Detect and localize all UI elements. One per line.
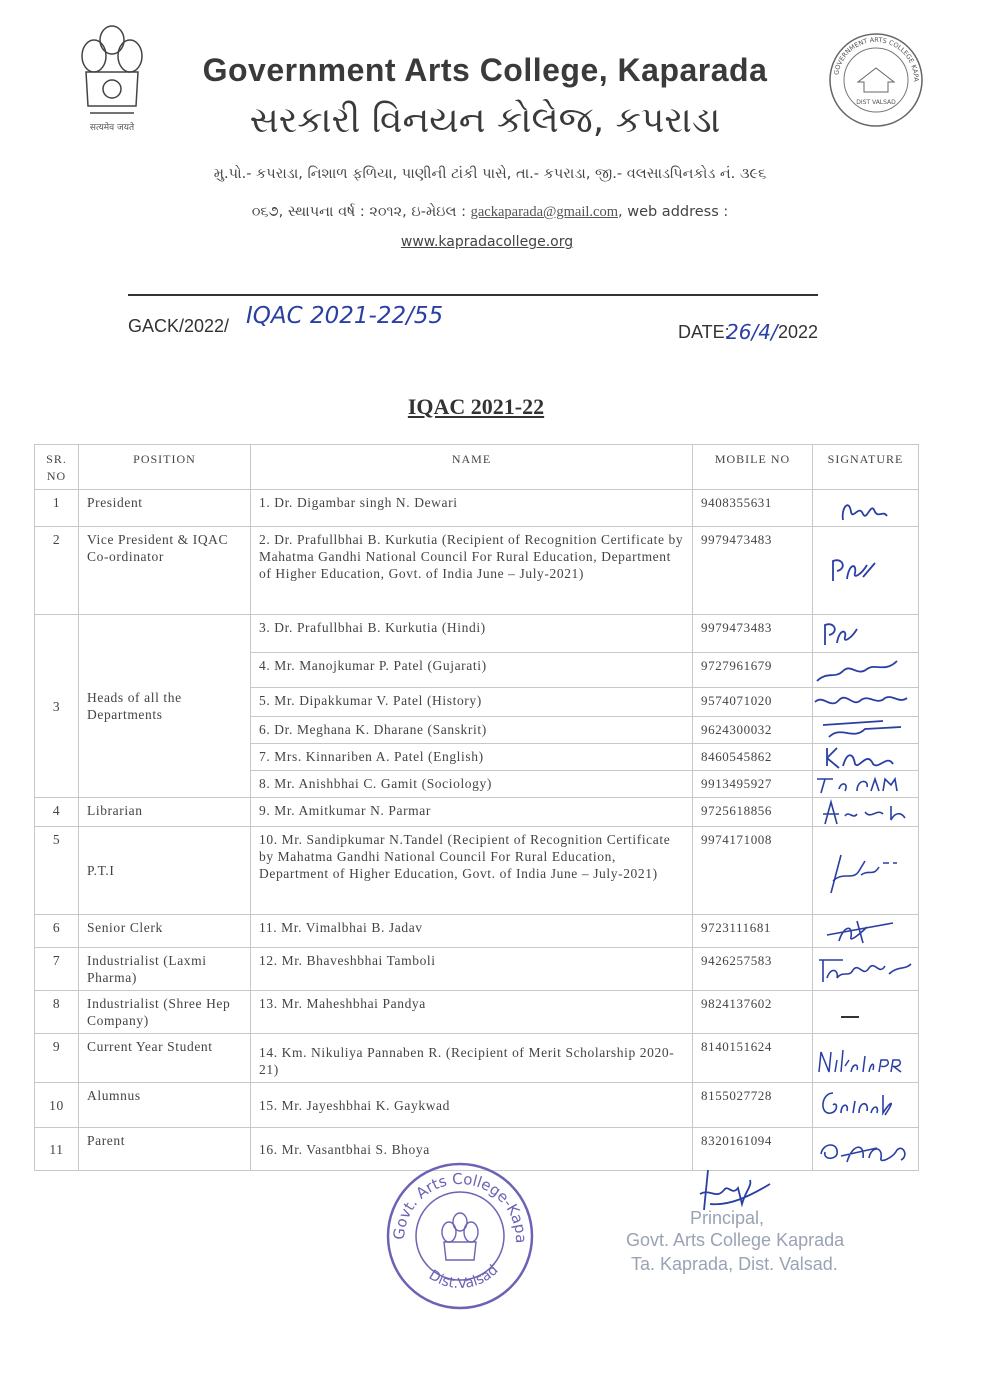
position-cell: Heads of all the Departments — [79, 615, 251, 798]
table-row — [35, 948, 919, 991]
mobile-cell: 9408355631 — [693, 490, 813, 527]
name-cell: 15. Mr. Jayeshbhai K. Gaykwad — [251, 1083, 693, 1128]
name-cell: 6. Dr. Meghana K. Dharane (Sanskrit) — [251, 717, 693, 744]
position-cell: Vice President & IQAC Co-ordinator — [79, 527, 251, 615]
name-cell: 13. Mr. Maheshbhai Pandya — [251, 991, 693, 1034]
position-cell: President — [79, 490, 251, 527]
handwritten-signature — [813, 841, 913, 901]
principal-place: Ta. Kaprada, Dist. Valsad. — [631, 1254, 838, 1274]
sr-cell: 5 — [35, 827, 79, 915]
principal-college: Govt. Arts College Kaprada — [626, 1230, 845, 1250]
principal-title: Principal, — [690, 1208, 765, 1228]
mobile-cell: 9723111681 — [693, 915, 813, 948]
emblem-caption: सत्यमेव जयते — [89, 123, 135, 133]
handwritten-signature — [813, 551, 913, 591]
position-cell: Senior Clerk — [79, 915, 251, 948]
college-name-english: Government Arts College, Kaparada — [202, 52, 768, 88]
handwritten-signature — [813, 688, 913, 716]
dash-mark — [813, 993, 913, 1031]
name-cell: 10. Mr. Sandipkumar N.Tandel (Recipient of Recognition Certificate by Mahatma Gandhi National Council For Rural Education, Department of Higher Education, Govt. of India June – July-2021) — [251, 827, 693, 915]
national-emblem-logo — [72, 18, 152, 136]
name-cell: 16. Mr. Vasantbhai S. Bhoya — [251, 1128, 693, 1171]
table-row — [35, 1034, 919, 1083]
sr-cell: 9 — [35, 1034, 79, 1083]
signature-cell — [813, 915, 919, 948]
mobile-cell: 9979473483 — [693, 615, 813, 653]
position-cell: Current Year Student — [79, 1034, 251, 1083]
college-official-stamp — [384, 1160, 536, 1312]
name-cell: 8. Mr. Anishbhai C. Gamit (Sociology) — [251, 771, 693, 798]
document-title: IQAC 2021-22 — [407, 394, 545, 419]
header-signature: SIGNATURE — [813, 445, 919, 490]
iqac-members-table — [34, 444, 919, 1171]
name-cell: 7. Mrs. Kinnariben A. Patel (English) — [251, 744, 693, 771]
sr-cell: 2 — [35, 527, 79, 615]
address-prefix: ૦૬૭, સ્થાપના વર્ષ : ૨૦૧૨, ઇ-મેઇલ : — [251, 204, 471, 220]
signature-cell — [813, 688, 919, 717]
header-divider — [128, 294, 818, 296]
name-cell: 11. Mr. Vimalbhai B. Jadav — [251, 915, 693, 948]
mobile-cell: 8320161094 — [693, 1128, 813, 1171]
table-row — [35, 827, 919, 915]
table-row — [35, 798, 919, 827]
signature-cell — [813, 991, 919, 1034]
handwritten-signature — [813, 717, 913, 743]
mobile-cell: 9824137602 — [693, 991, 813, 1034]
header-position: POSITION — [79, 445, 251, 490]
date-year: 2022 — [778, 322, 819, 342]
handwritten-signature — [813, 1083, 913, 1127]
handwritten-signature — [813, 490, 913, 526]
signature-cell — [813, 798, 919, 827]
handwritten-signature — [813, 771, 913, 797]
table-row — [35, 527, 919, 615]
name-cell: 14. Km. Nikuliya Pannaben R. (Recipient of Merit Scholarship 2020-21) — [251, 1034, 693, 1083]
svg-text:GOVERNMENT ARTS COLLEGE KAPARA — [826, 30, 920, 82]
sr-cell: 10 — [35, 1083, 79, 1128]
position-cell: Alumnus — [79, 1083, 251, 1128]
handwritten-signature — [813, 744, 913, 770]
website-link[interactable]: www.kapradacollege.org — [400, 234, 574, 250]
stamp-dist: Dist.Valsad — [425, 1262, 502, 1293]
name-cell: 4. Mr. Manojkumar P. Patel (Gujarati) — [251, 653, 693, 688]
sr-cell: 11 — [35, 1128, 79, 1171]
address-suffix: , web address : — [618, 204, 729, 220]
sr-cell: 4 — [35, 798, 79, 827]
reference-handwritten: IQAC 2021-22/55 — [246, 303, 444, 329]
header-sr-no: SR. NO — [35, 445, 79, 490]
name-cell: 1. Dr. Digambar singh N. Dewari — [251, 490, 693, 527]
handwritten-signature — [813, 1128, 913, 1170]
signature-cell — [813, 948, 919, 991]
college-seal-logo — [826, 30, 926, 130]
handwritten-signature — [813, 915, 913, 947]
college-name-gujarati: સરકારી વિનયન કોલેજ, કપરાડા — [249, 100, 721, 141]
table-row — [35, 991, 919, 1034]
handwritten-signature — [813, 617, 913, 651]
date-handwritten: 26/4/ — [726, 320, 778, 344]
header-mobile: MOBILE NO — [693, 445, 813, 490]
signature-cell — [813, 1128, 919, 1171]
table-row — [35, 615, 919, 653]
position-cell: Industrialist (Shree Hep Company) — [79, 991, 251, 1034]
signature-cell — [813, 490, 919, 527]
sr-cell: 3 — [35, 615, 79, 798]
table-row — [35, 915, 919, 948]
date-label: DATE: — [678, 322, 730, 342]
signature-cell — [813, 615, 919, 653]
signature-cell — [813, 827, 919, 915]
table-row — [35, 1083, 919, 1128]
name-cell: 9. Mr. Amitkumar N. Parmar — [251, 798, 693, 827]
address-line-2 — [60, 204, 920, 221]
sr-cell: 7 — [35, 948, 79, 991]
position-cell: Parent — [79, 1128, 251, 1171]
mobile-cell: 9725618856 — [693, 798, 813, 827]
stamp-text: Govt. Arts College-Kapa — [389, 1169, 531, 1244]
sr-cell: 1 — [35, 490, 79, 527]
reference-prefix: GACK/2022/ — [128, 316, 230, 336]
signature-cell — [813, 653, 919, 688]
mobile-cell: 9974171008 — [693, 827, 813, 915]
handwritten-signature — [813, 950, 913, 988]
header-name: NAME — [251, 445, 693, 490]
name-cell: 3. Dr. Prafullbhai B. Kurkutia (Hindi) — [251, 615, 693, 653]
handwritten-signature — [813, 1038, 913, 1078]
mobile-cell: 9979473483 — [693, 527, 813, 615]
sr-cell: 6 — [35, 915, 79, 948]
sr-cell: 8 — [35, 991, 79, 1034]
table-row — [35, 490, 919, 527]
signature-cell — [813, 1083, 919, 1128]
mobile-cell: 9913495927 — [693, 771, 813, 798]
mobile-cell: 8460545862 — [693, 744, 813, 771]
name-cell: 5. Mr. Dipakkumar V. Patel (History) — [251, 688, 693, 717]
table-header-row — [35, 445, 919, 490]
handwritten-signature — [813, 798, 913, 826]
email-link[interactable]: gackaparada@gmail.com — [470, 204, 618, 220]
signature-cell — [813, 527, 919, 615]
handwritten-signature — [813, 653, 913, 687]
position-cell: Librarian — [79, 798, 251, 827]
mobile-cell: 9426257583 — [693, 948, 813, 991]
mobile-cell: 9624300032 — [693, 717, 813, 744]
mobile-cell: 8140151624 — [693, 1034, 813, 1083]
signature-cell — [813, 771, 919, 798]
signature-cell — [813, 717, 919, 744]
position-cell: P.T.I — [79, 827, 251, 915]
signature-cell — [813, 1034, 919, 1083]
mobile-cell: 8155027728 — [693, 1083, 813, 1128]
seal-text: GOVERNMENT ARTS COLLEGE KAPA — [832, 35, 921, 82]
svg-text:Dist.Valsad — [426, 1262, 502, 1292]
signature-cell — [813, 744, 919, 771]
mobile-cell: 9727961679 — [693, 653, 813, 688]
name-cell: 2. Dr. Prafullbhai B. Kurkutia (Recipient of Recognition Certificate by Mahatma Gandhi National Council For Rural Education, Department of Higher Education, Govt. of India June – July-2021) — [251, 527, 693, 615]
position-cell: Industrialist (Laxmi Pharma) — [79, 948, 251, 991]
mobile-cell: 9574071020 — [693, 688, 813, 717]
seal-dist: DIST VALSAD — [856, 99, 896, 106]
address-line-1: મુ.પો.- કપરાડા, નિશાળ ફળિયા, પાણીની ટાંકી પાસે, તા.- કપરાડા, જી.- વલસાડપિનકોડ નં. ૩૯૬ — [213, 166, 767, 182]
name-cell: 12. Mr. Bhaveshbhai Tamboli — [251, 948, 693, 991]
